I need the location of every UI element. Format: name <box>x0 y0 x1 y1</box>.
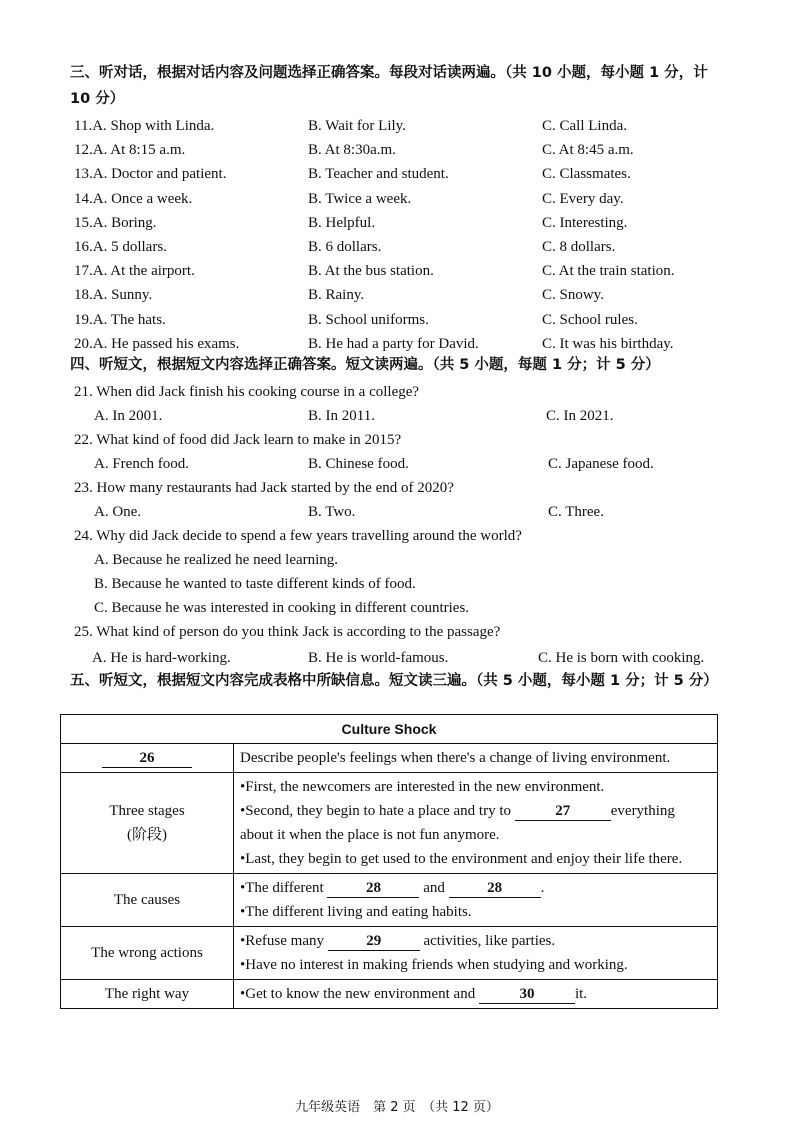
stages-content <box>234 773 718 874</box>
blank-28b[interactable]: 28 <box>449 879 541 898</box>
row-text-definition: Describe people's feelings when there's a change of living environment. <box>234 744 718 773</box>
blank-27[interactable]: 27 <box>515 802 611 821</box>
wrong-actions-content <box>234 927 718 980</box>
culture-shock-table <box>60 714 718 1009</box>
q21-option-a: A. In 2001. <box>94 408 163 424</box>
option-b: B. He had a party for David. <box>308 335 479 352</box>
question-25: 25. What kind of person do you think Jack is according to the passage? <box>74 624 501 640</box>
cause-one <box>240 876 711 900</box>
question-number: 20. <box>74 335 93 352</box>
option-a-text: A. Doctor and patient. <box>92 166 227 183</box>
option-a <box>74 235 167 259</box>
q23-option-c: C. Three. <box>548 504 604 520</box>
stages-label: Three stages <box>109 803 185 819</box>
question-23: 23. How many restaurants had Jack started by the end of 2020? <box>74 480 454 496</box>
question-22: 22. What kind of food did Jack learn to make in 2015? <box>74 432 402 448</box>
option-b: B. Helpful. <box>308 214 376 231</box>
dialogue-question-19 <box>74 308 734 332</box>
question-number: 18. <box>74 287 93 304</box>
option-a <box>74 114 214 138</box>
wrong-action-post: activities, like parties. <box>423 933 556 949</box>
dialogue-question-11 <box>74 114 734 138</box>
q24-option-c: C. Because he was interested in cooking in different countries. <box>94 600 470 616</box>
section5-heading: 五、听短文，根据短文内容完成表格中所缺信息。短文读三遍。（共 5 小题，每小题 1 分；计 5 分） <box>70 673 718 689</box>
cause-one-pre: •The different <box>240 880 324 896</box>
question-24: 24. Why did Jack decide to spend a few years travelling around the world? <box>74 528 522 544</box>
cause-two: •The different living and eating habits. <box>240 904 472 920</box>
dialogue-question-13 <box>74 162 734 186</box>
blank-30[interactable]: 30 <box>479 985 575 1004</box>
option-c: C. Snowy. <box>542 287 604 304</box>
option-c: C. At the train station. <box>542 263 675 280</box>
question-number: 15. <box>74 214 93 231</box>
question-number: 13. <box>74 166 93 183</box>
stage-second-cont: about it when the place is not fun anymore. <box>240 827 500 843</box>
question-number: 19. <box>74 311 93 328</box>
option-a <box>74 187 192 211</box>
option-a-text: A. He passed his exams. <box>92 335 240 352</box>
option-c: C. At 8:45 a.m. <box>542 142 634 159</box>
option-a <box>74 308 166 332</box>
right-way-post: it. <box>574 986 588 1002</box>
question-21: 21. When did Jack finish his cooking course in a college? <box>74 384 420 400</box>
dialogue-question-17 <box>74 259 734 283</box>
blank-26[interactable]: 26 <box>102 749 192 768</box>
option-a-text: A. Once a week. <box>92 190 193 207</box>
option-b: B. Twice a week. <box>308 190 412 207</box>
option-a <box>74 259 195 283</box>
option-b: B. Wait for Lily. <box>308 118 406 134</box>
wrong-actions-label: The wrong actions <box>61 927 234 980</box>
option-a-text: A. Shop with Linda. <box>92 118 215 134</box>
dialogue-question-12 <box>74 138 734 162</box>
option-c: C. 8 dollars. <box>542 239 616 255</box>
option-c: C. Interesting. <box>542 214 628 231</box>
option-a <box>74 138 185 162</box>
dialogue-question-18 <box>74 283 734 307</box>
option-b: B. School uniforms. <box>308 311 429 328</box>
question-number: 12. <box>74 142 93 159</box>
option-a <box>74 162 226 186</box>
q25-option-b: B. He is world-famous. <box>308 650 449 666</box>
option-c: C. Call Linda. <box>542 118 627 134</box>
section3-heading: 三、听对话，根据对话内容及问题选择正确答案。每段对话读两遍。（共 10 小题，每小题 1 分，计 10 分） <box>70 65 708 107</box>
stage-second-text: •Second, they begin to hate a place and try to <box>240 803 511 819</box>
right-way-pre: •Get to know the new environment and <box>240 986 476 1002</box>
dialogue-question-14 <box>74 187 734 211</box>
stage-second-end: everything <box>610 803 675 819</box>
option-a <box>74 283 152 307</box>
question-number: 14. <box>74 190 93 207</box>
option-c: C. It was his birthday. <box>542 335 674 352</box>
q21-option-c: C. In 2021. <box>546 408 614 424</box>
wrong-action-one <box>240 929 711 953</box>
stage-last: •Last, they begin to get used to the environment and enjoy their life there. <box>240 851 683 867</box>
option-a-text: A. At the airport. <box>92 263 195 280</box>
option-a-text: A. The hats. <box>92 311 166 328</box>
option-b: B. At 8:30a.m. <box>308 142 396 159</box>
q22-option-c: C. Japanese food. <box>548 456 654 472</box>
question-number: 17. <box>74 263 93 280</box>
question-number: 16. <box>74 239 93 255</box>
q24-option-a: A. Because he realized he need learning. <box>94 552 339 568</box>
q23-option-b: B. Two. <box>308 504 356 520</box>
blank-29[interactable]: 29 <box>328 932 420 951</box>
right-way-content <box>234 980 718 1009</box>
stages-label-cn: (阶段) <box>127 827 167 843</box>
wrong-action-pre: •Refuse many <box>240 933 324 949</box>
option-a-text: A. At 8:15 a.m. <box>92 142 186 159</box>
option-c: C. Every day. <box>542 190 624 207</box>
option-a-text: A. Sunny. <box>92 287 153 304</box>
q23-option-a: A. One. <box>94 504 142 520</box>
question-number: 11. <box>74 118 93 134</box>
q22-option-a: A. French food. <box>94 456 189 472</box>
dialogue-question-15 <box>74 211 734 235</box>
dialogue-question-16 <box>74 235 734 259</box>
cause-one-post: . <box>540 880 545 896</box>
section4-heading: 四、听短文，根据短文内容选择正确答案。短文读两遍。（共 5 小题，每题 1 分；计 5 分） <box>70 357 660 373</box>
wrong-action-two: •Have no interest in making friends when studying and working. <box>240 957 628 973</box>
option-b: B. Rainy. <box>308 287 365 304</box>
q25-option-a: A. He is hard-working. <box>92 650 231 666</box>
cause-one-mid: and <box>423 880 445 896</box>
row-label-stages <box>61 773 234 874</box>
q22-option-b: B. Chinese food. <box>308 456 409 472</box>
page-footer: 九年级英语 第 2 页 （共 12 页） <box>295 1100 499 1115</box>
q25-option-c: C. He is born with cooking. <box>538 650 705 666</box>
option-a-text: A. 5 dollars. <box>92 239 167 255</box>
causes-content <box>234 874 718 927</box>
option-c: C. Classmates. <box>542 166 631 183</box>
option-b: B. Teacher and student. <box>308 166 449 183</box>
blank-28a[interactable]: 28 <box>327 879 419 898</box>
q21-option-b: B. In 2011. <box>308 408 375 424</box>
option-a <box>74 211 157 235</box>
option-b: B. At the bus station. <box>308 263 434 280</box>
q24-option-b: B. Because he wanted to taste different kinds of food. <box>94 576 416 592</box>
stage-second <box>240 799 711 823</box>
causes-label: The causes <box>61 874 234 927</box>
table-title: Culture Shock <box>61 715 718 744</box>
option-b: B. 6 dollars. <box>308 239 382 255</box>
option-c: C. School rules. <box>542 311 638 328</box>
row-label-26 <box>61 744 234 773</box>
option-a-text: A. Boring. <box>92 214 157 231</box>
stage-first: •First, the newcomers are interested in the new environment. <box>240 779 605 795</box>
right-way-label: The right way <box>61 980 234 1009</box>
